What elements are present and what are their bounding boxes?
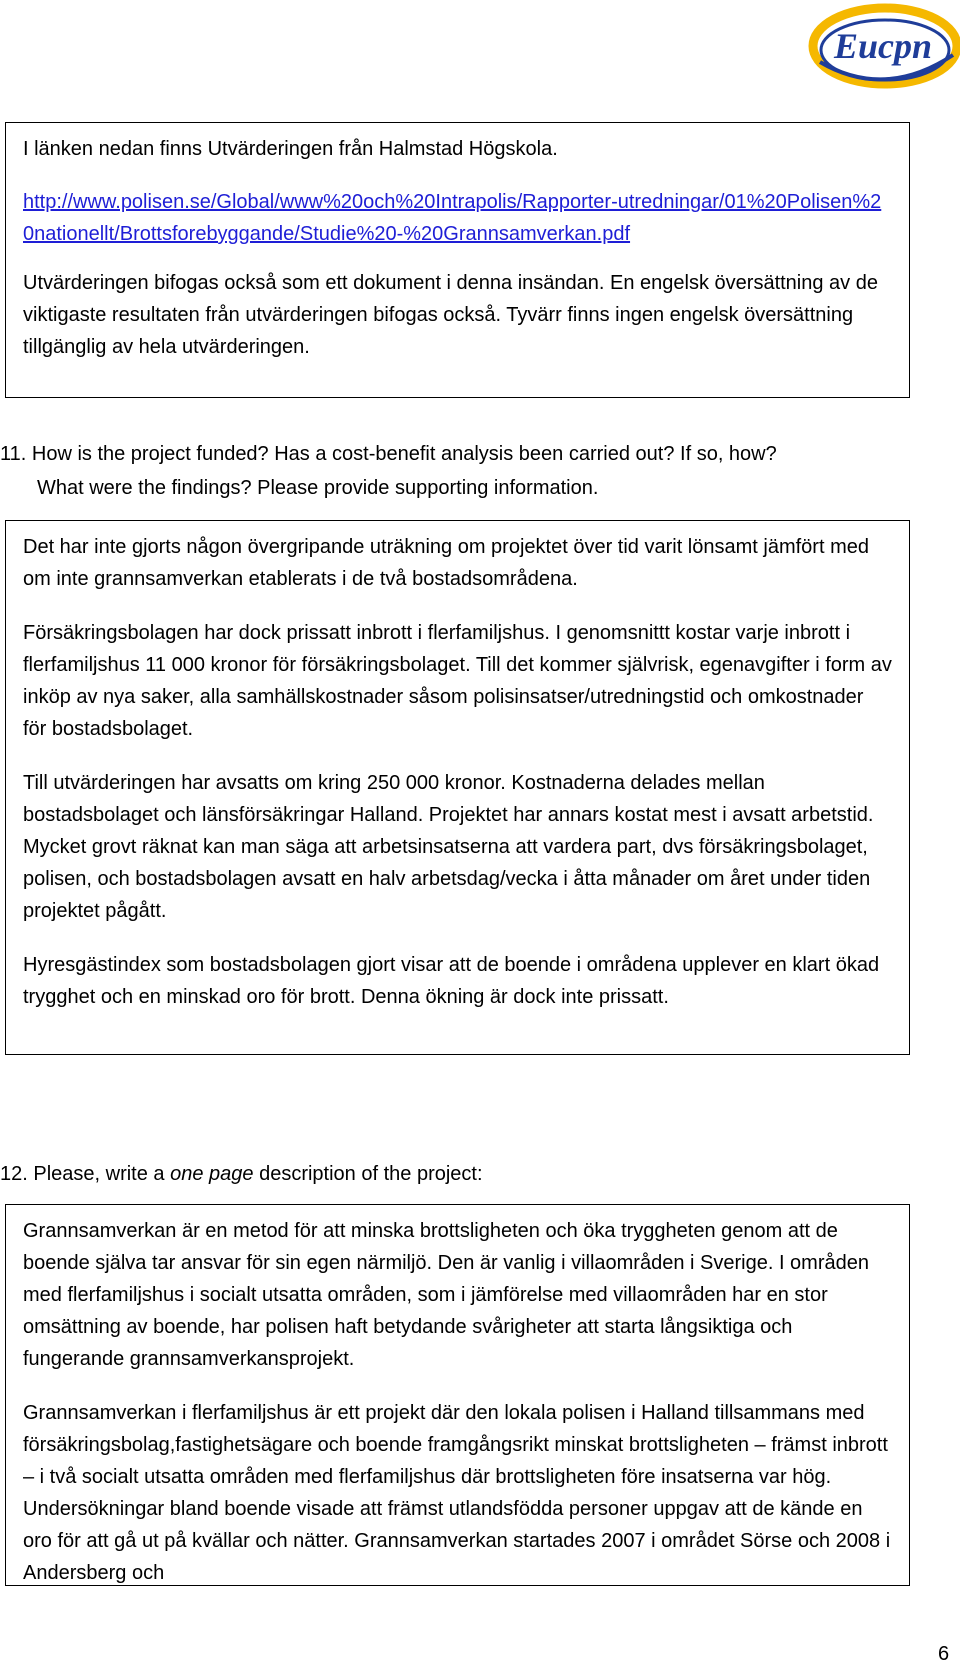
question-11: [0, 437, 940, 505]
description-paragraph: Grannsamverkan i flerfamiljshus är ett projekt där den lokala polisen i Halland tillsammans med försäkringsbolag,fastighetsägare och boende framgångsrikt minskat brottsligheten – främst inbrott – i två socialt utsatta områden med flerfamiljshus där brottsligheten före insatserna var hög. Undersökningar bland boende visade att främst utlandsfödda personer uppgav att de kände en oro för att gå ut på kvällar och nätter. Grannsamverkan startades 2007 i området Sörse och 2008 i Andersberg och: [23, 1402, 891, 1584]
page-number: 6: [938, 1643, 950, 1665]
intro-text: I länken nedan finns Utvärderingen från Halmstad Högskola.: [23, 138, 558, 160]
question-12-suffix: description of the project:: [253, 1163, 483, 1185]
question-12: [0, 1158, 940, 1190]
question-11-line2: What were the findings? Please provide supporting information.: [37, 477, 599, 499]
answer-paragraph: Hyresgästindex som bostadsbolagen gjort visar att de boende i områdena upplever en klart ökad trygghet och en minskad oro för brott. Denna ökning är dock inte prissatt.: [23, 954, 880, 1008]
answer-paragraph: Till utvärderingen har avsatts om kring 250 000 kronor. Kostnaderna delades mellan bostadsbolaget och länsförsäkringar Halland. Projektet har annars kostat mest i avsatt arbetstid. Mycket grovt räknat kan man säga att arbetsinsatserna att vardera part, dvs försäkringsbolaget, polisen, och bostadsbolagen avsatt en halv arbetsdag/vecka i åtta månader om året under tiden projektet pågått.: [23, 772, 874, 922]
evaluation-link[interactable]: http://www.polisen.se/Global/www%20och%20Intrapolis/Rapporter-utredningar/01%20Polisen%20nationellt/Brottsforebyggande/Studie%20-%20Grannsamverkan.pdf: [23, 191, 882, 245]
answer-paragraph: Försäkringsbolagen har dock prissatt inbrott i flerfamiljshus. I genomsnittt kostar varje inbrott i flerfamiljshus 11 000 kronor för försäkringsbolaget. Till det kommer självrisk, egenavgifter i form av inköp av nya saker, alla samhällskostnader såsom polisinsatser/utredningstid och omkostnader för bostadsbolaget.: [23, 622, 892, 740]
logo-text: Eucpn: [833, 26, 933, 66]
question-11-line1: 11. How is the project funded? Has a cost-benefit analysis been carried out? If so, how?: [0, 443, 777, 465]
description-box: [5, 1204, 910, 1586]
description-paragraph: Grannsamverkan är en metod för att minska brottsligheten och öka tryggheten genom att de boende själva tar ansvar för sin egen närmiljö. Den är vanlig i villaområden i Sverige. I områden med flerfamiljshus i socialt utsatta områden, som i jämförelse med villaområden har en stor omsättning av boende, har polisen haft betydande svårigheter att starta långsiktiga och fungerande grannsamverkansprojekt.: [23, 1220, 869, 1370]
answer-paragraph: Det har inte gjorts någon övergripande uträkning om projektet över tid varit lönsamt jämfört med om inte grannsamverkan etablerats i de två bostadsområdena.: [23, 536, 869, 590]
question-12-emphasis: one page: [170, 1163, 254, 1185]
funding-answer-box: [5, 520, 910, 1055]
attachment-paragraph: Utvärderingen bifogas också som ett dokument i denna insändan. En engelsk översättning av de viktigaste resultaten från utvärderingen bifogas också. Tyvärr finns ingen engelsk översättning tillgänglig av hela utvärderingen.: [23, 272, 878, 358]
evaluation-box: [5, 122, 910, 398]
question-12-prefix: 12. Please, write a: [0, 1163, 171, 1185]
eucpn-logo: [795, 0, 960, 92]
